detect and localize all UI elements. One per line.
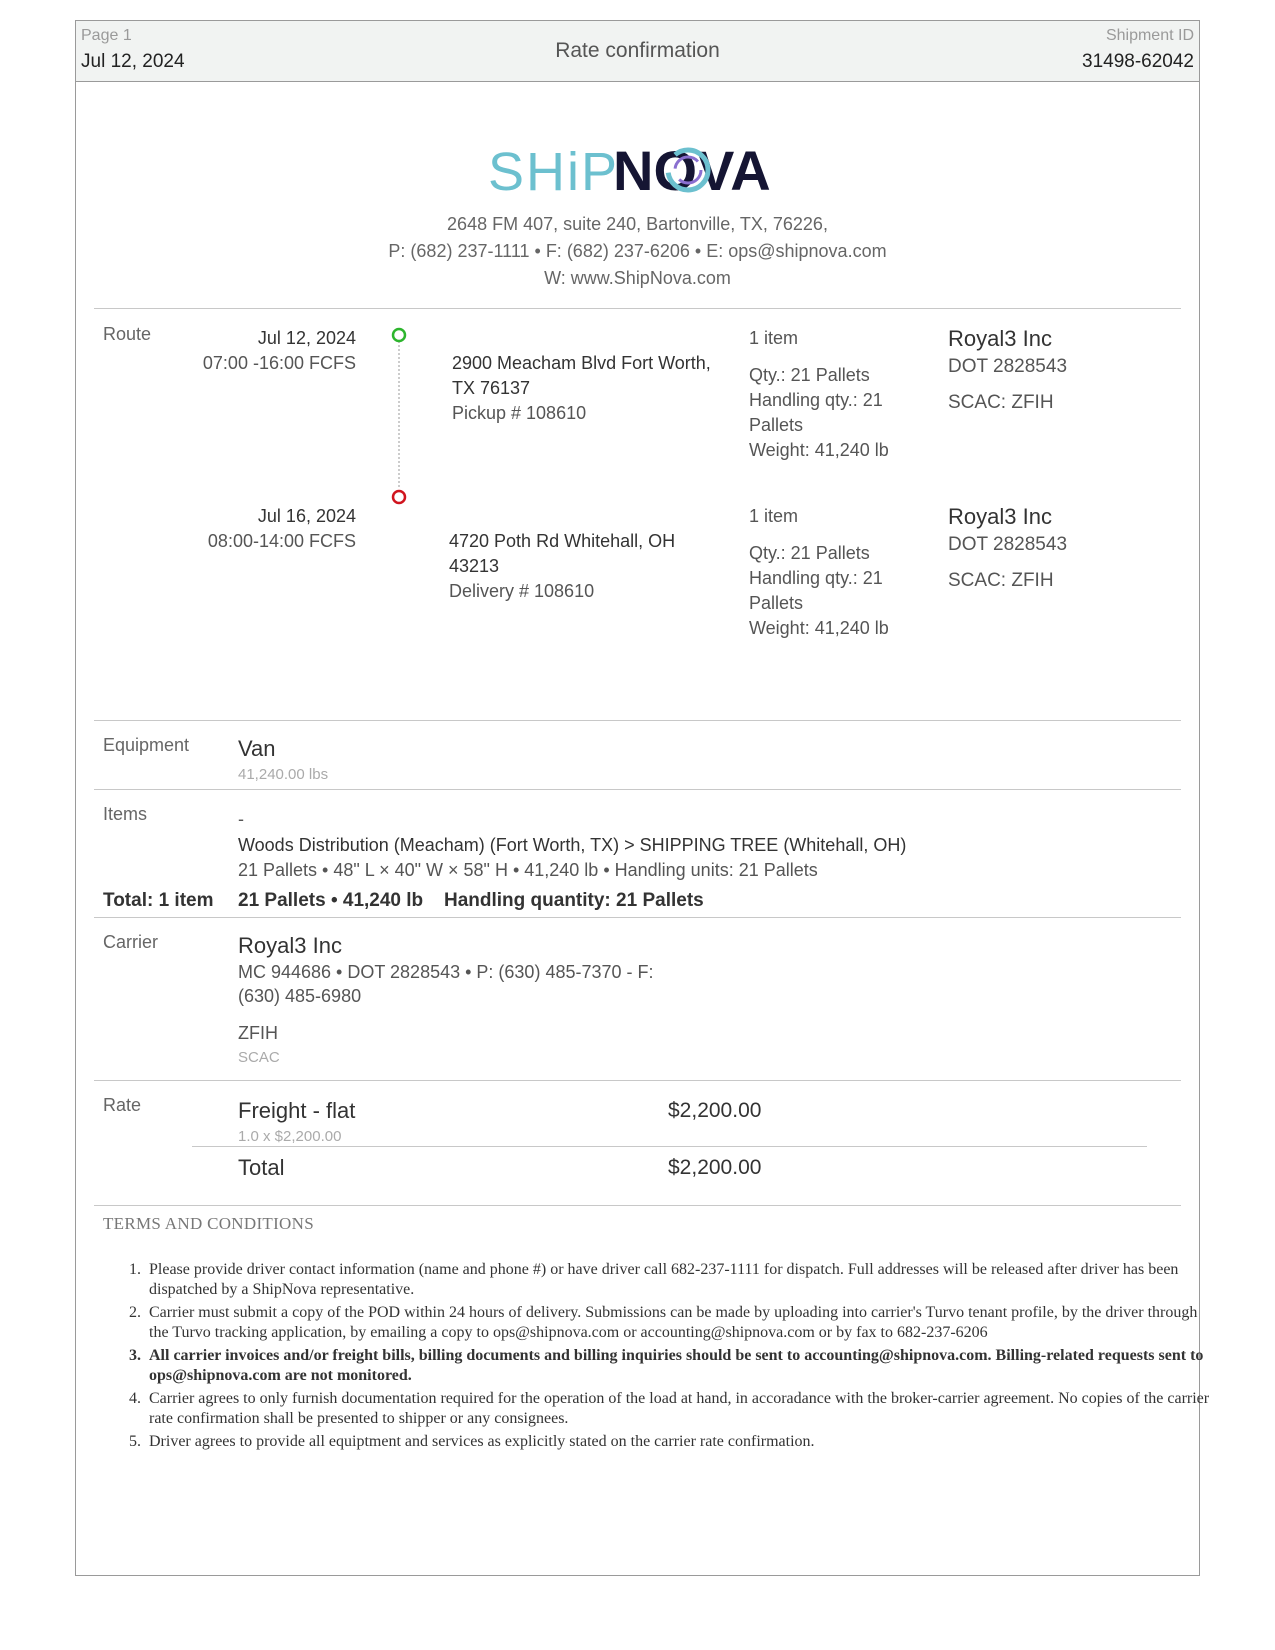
stop1-handling-unit: Pallets — [749, 415, 804, 435]
rate-total-amount: $2,200.00 — [668, 1156, 762, 1179]
shipment-id: 31498-62042 — [1082, 51, 1194, 72]
logo-text-ship: SHiP — [488, 142, 620, 200]
terms-item: 3. All carrier invoices and/or freight bills, billing documents and billing inquiries should be sent to accounting@shipnova.com. Billing-related requests sent to ops@shipnova.com are not monitored. — [145, 1346, 1215, 1386]
delivery-marker-icon — [393, 491, 405, 503]
logo-text-nova: NOVA — [613, 140, 771, 200]
stop2-handling-unit: Pallets — [749, 593, 804, 613]
carrier-name: Royal3 Inc — [238, 933, 342, 958]
terms-item: 4. Carrier agrees to only furnish documentation required for the operation of the load at hand, in accoradance with the broker-carrier agreement. No copies of the carrier rate confirmation shall be presented to shipper or any consignees. — [145, 1389, 1215, 1429]
stop1-scac: SCAC: ZFIH — [948, 392, 1054, 413]
header-bar — [76, 21, 1199, 82]
terms-list — [103, 1260, 1215, 1455]
stop2-items: 1 item — [749, 506, 799, 526]
company-website: W: www.ShipNova.com — [544, 268, 731, 288]
stop2-address-line2: 43213 — [449, 556, 500, 576]
terms-heading: TERMS AND CONDITIONS — [103, 1214, 314, 1233]
terms-item: 1. Please provide driver contact information (name and phone #) or have driver call 682-237-1111 for dispatch. Full addresses will be released after driver has been dispatched by a ShipNova representative. — [145, 1260, 1215, 1300]
carrier-info-line1: MC 944686 • DOT 2828543 • P: (630) 485-7370 - F: — [238, 962, 654, 982]
divider — [94, 917, 1181, 918]
terms-item: 5. Driver agrees to provide all equiptment and services as explicitly stated on the carrier rate confirmation. — [145, 1432, 1215, 1452]
header-date: Jul 12, 2024 — [81, 51, 185, 72]
divider — [94, 308, 1181, 309]
divider — [94, 1205, 1181, 1206]
rate-total-label: Total — [238, 1155, 285, 1180]
carrier-info-line2: (630) 485-6980 — [238, 986, 362, 1006]
items-lane: Woods Distribution (Meacham) (Fort Worth, TX) > SHIPPING TREE (Whitehall, OH) — [238, 835, 907, 855]
company-contact: P: (682) 237-1111 • F: (682) 237-6206 • E: ops@shipnova.com — [388, 241, 887, 261]
carrier-label: Carrier — [103, 932, 159, 952]
company-address: 2648 FM 407, suite 240, Bartonville, TX, 76226, — [447, 214, 828, 234]
items-dash: - — [238, 809, 244, 829]
items-label: Items — [103, 804, 148, 824]
stop1-dot: DOT 2828543 — [948, 356, 1068, 377]
stop1-handling: Handling qty.: 21 — [749, 390, 883, 410]
items-total-qty: 21 Pallets • 41,240 lb — [238, 890, 424, 911]
rate-divider — [192, 1146, 1147, 1147]
stop2-weight: Weight: 41,240 lb — [749, 618, 889, 638]
items-detail: 21 Pallets • 48" L × 40" W × 58" H • 41,240 lb • Handling units: 21 Pallets — [238, 860, 818, 880]
stop1-items: 1 item — [749, 328, 799, 348]
stop1-time: 07:00 -16:00 FCFS — [202, 353, 356, 373]
terms-item: 2. Carrier must submit a copy of the POD within 24 hours of delivery. Submissions can be made by uploading into carrier's Turvo tenant profile, by the driver through the Turvo tracking application, by emailing a copy to ops@shipnova.com or accounting@shipnova.com or by fax to 682-237-6206 — [145, 1303, 1215, 1343]
stop2-dot: DOT 2828543 — [948, 534, 1068, 555]
divider — [94, 1080, 1181, 1081]
document-title: Rate confirmation — [555, 39, 720, 62]
equipment-type: Van — [238, 736, 276, 761]
divider — [94, 720, 1181, 721]
rate-item-calc: 1.0 x $2,200.00 — [238, 1128, 342, 1145]
equipment-weight: 41,240.00 lbs — [238, 766, 329, 783]
stop1-date: Jul 12, 2024 — [257, 328, 356, 348]
stop2-date: Jul 16, 2024 — [257, 506, 356, 526]
stop1-weight: Weight: 41,240 lb — [749, 440, 889, 460]
items-total-label: Total: 1 item — [103, 890, 214, 911]
stop1-address-line2: TX 76137 — [452, 378, 531, 398]
stop2-time: 08:00-14:00 FCFS — [207, 531, 356, 551]
stop2-handling: Handling qty.: 21 — [749, 568, 883, 588]
page-number: Page 1 — [81, 27, 132, 44]
route-timeline — [391, 327, 409, 507]
shipment-id-label: Shipment ID — [1105, 27, 1194, 44]
items-total-handling: Handling quantity: 21 Pallets — [444, 890, 704, 911]
pickup-marker-icon — [393, 329, 405, 341]
carrier-scac-label: SCAC — [238, 1049, 280, 1066]
equipment-label: Equipment — [103, 735, 190, 755]
rate-item-name: Freight - flat — [238, 1098, 356, 1123]
stop1-pickup-number: Pickup # 108610 — [452, 403, 587, 423]
route-label: Route — [103, 324, 152, 344]
divider — [94, 789, 1181, 790]
stop2-qty: Qty.: 21 Pallets — [749, 543, 870, 563]
stop1-carrier: Royal3 Inc — [948, 326, 1052, 351]
rate-label: Rate — [103, 1095, 142, 1115]
stop2-carrier: Royal3 Inc — [948, 504, 1052, 529]
stop1-qty: Qty.: 21 Pallets — [749, 365, 870, 385]
stop2-delivery-number: Delivery # 108610 — [449, 581, 595, 601]
stop1-address-line1: 2900 Meacham Blvd Fort Worth, — [452, 353, 711, 373]
stop2-scac: SCAC: ZFIH — [948, 570, 1054, 591]
carrier-scac: ZFIH — [238, 1023, 278, 1043]
rate-item-amount: $2,200.00 — [668, 1099, 762, 1122]
stop2-address-line1: 4720 Poth Rd Whitehall, OH — [449, 531, 676, 551]
shipnova-logo — [488, 140, 788, 205]
